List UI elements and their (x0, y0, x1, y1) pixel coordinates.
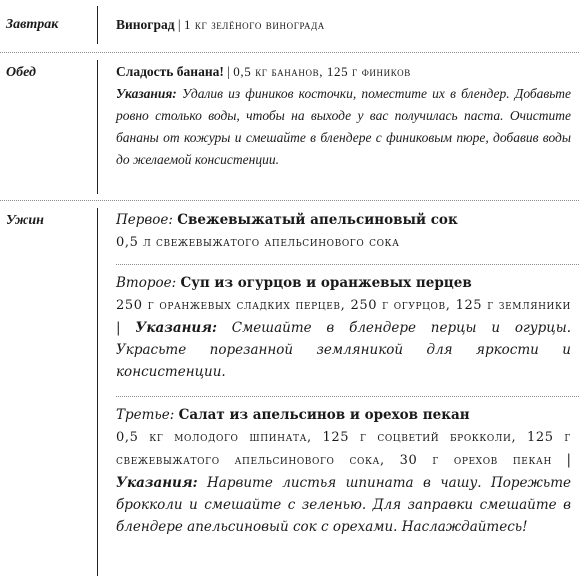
dish-title: Суп из огурцов и оранжевых перцев (180, 275, 472, 291)
course-label: Второе: (116, 275, 177, 291)
separator: | (227, 64, 230, 79)
course-second (116, 272, 571, 383)
column-divider-dinner (97, 208, 98, 576)
separator: | (116, 320, 121, 336)
breakfast-entry (116, 14, 571, 36)
ingredients: 1 кг зелёного винограда (183, 17, 325, 32)
ingredients: 0,5 л свежевыжатого апельсинового сока (116, 235, 400, 250)
divider (0, 200, 579, 201)
column-divider-breakfast (97, 6, 98, 44)
divider (116, 396, 579, 397)
ingredients: 250 г оранжевых сладких перцев, 250 г огурцов, 125 г земляники (116, 298, 571, 313)
ingredients: 0,5 кг молодого шпината, 125 г соцветий брокколи, 125 г свежевыжатого апельсинового сока, 30 г орехов пекан (116, 430, 571, 468)
ingredients: 0,5 кг бананов, 125 г фиников (233, 64, 411, 79)
meal-label-lunch: Обед (6, 65, 36, 80)
dish-title: Салат из апельсинов и орехов пекан (178, 407, 470, 423)
divider (0, 52, 579, 53)
course-third (116, 404, 571, 538)
course-label: Третье: (116, 407, 175, 423)
divider (116, 264, 579, 265)
course-label: Первое: (116, 212, 173, 228)
separator: | (177, 17, 181, 32)
instructions-text: Смешайте в блендере перцы и огурцы. Украсьте порезанной земляникой для яркости и консистенции. (116, 320, 571, 380)
instructions-text: Удалив из фиников косточки, поместите их в блендер. Добавьте ровно столько воды, чтобы на выходе у вас получилась паста. Очистите бананы от кожуры и смешайте в блендере с финиковым пюре, добавив воды до желаемой консистенции. (116, 86, 572, 167)
instructions-text: Нарвите листья шпината в чашу. Порежьте брокколи и смешайте с зеленью. Для заправки смешайте в блендере апельсиновый сок с орехами. Наслаждайтесь! (116, 475, 572, 535)
dish-title: Сладость банана! (116, 64, 224, 79)
lunch-entry (116, 61, 571, 171)
meal-label-breakfast: Завтрак (6, 17, 59, 32)
course-first (116, 209, 571, 254)
meal-label-dinner: Ужин (6, 213, 44, 228)
column-divider-lunch (97, 60, 98, 194)
instructions-label: Указания: (116, 475, 198, 491)
dish-title: Виноград (116, 17, 175, 32)
separator: | (566, 452, 571, 468)
dish-title: Свежевыжатый апельсиновый сок (177, 212, 458, 228)
instructions-label: Указания: (135, 320, 217, 336)
instructions-label: Указания: (116, 86, 177, 101)
